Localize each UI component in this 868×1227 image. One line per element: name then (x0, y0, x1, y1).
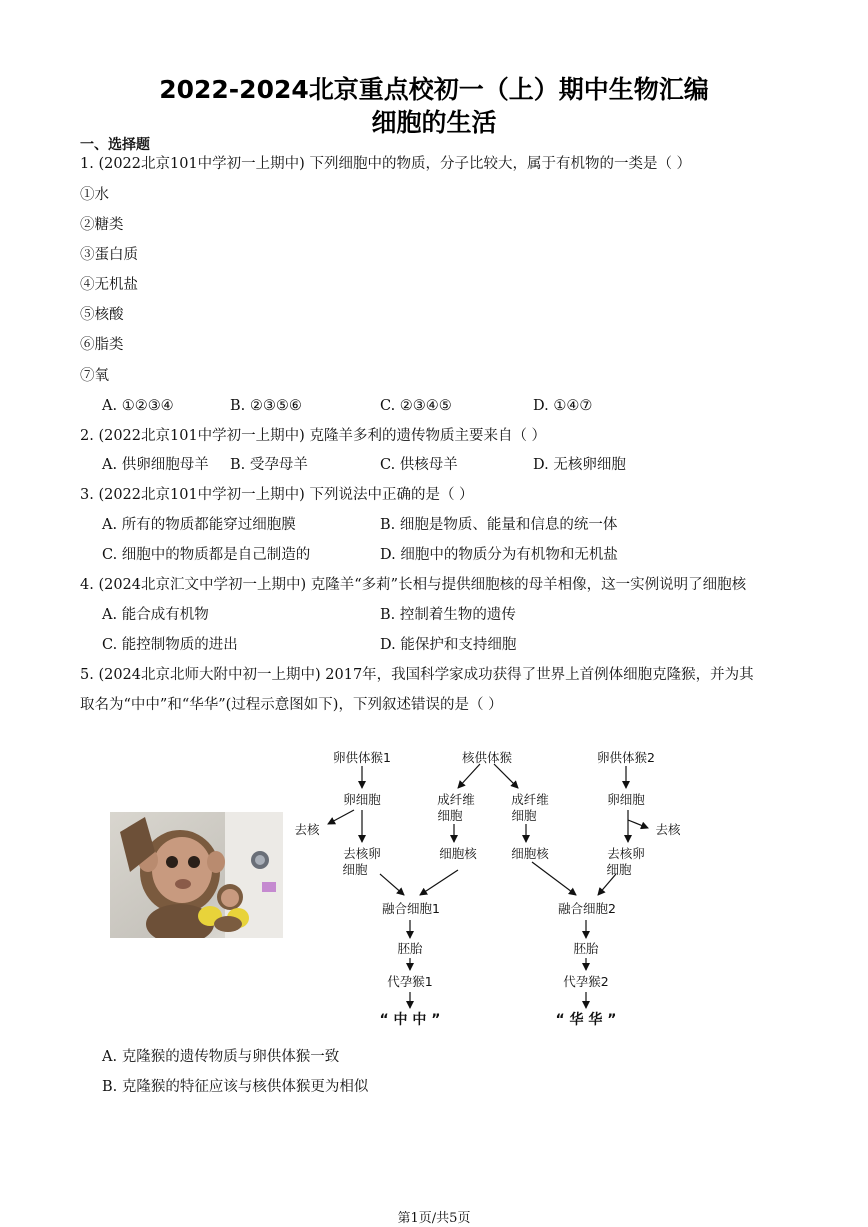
egg-cell-1-label: 卵细胞 (343, 792, 381, 807)
q1-stem: 1. (2022北京101中学初一上期中) 下列细胞中的物质，分子比较大，属于有机物的一类是（ ） (80, 156, 692, 172)
q2-option-a: A. 供卵细胞母羊 (102, 457, 209, 473)
q1-option-b: B. ②③⑤⑥ (230, 398, 302, 414)
q4-option-b: B. 控制着生物的遗传 (380, 607, 516, 623)
q4-option-c: C. 能控制物质的进出 (102, 637, 238, 653)
cell-nucleus-2-label: 细胞核 (511, 846, 549, 861)
enucleated-egg-2-line1: 去核卵 (607, 846, 645, 861)
q2-stem: 2. (2022北京101中学初一上期中) 克隆羊多利的遗传物质主要来自（ ） (80, 428, 547, 444)
q3-option-b: B. 细胞是物质、能量和信息的统一体 (380, 517, 618, 533)
q3-option-d: D. 细胞中的物质分为有机物和无机盐 (380, 547, 618, 563)
cell-nucleus-1-label: 细胞核 (439, 846, 477, 861)
q1-item: ⑥脂类 (80, 337, 124, 353)
fused-cell-2-label: 融合细胞2 (558, 901, 616, 916)
q1-option-c: C. ②③④⑤ (380, 398, 452, 414)
cloned-monkey-photo (110, 812, 283, 938)
clone-name-huahua: “ 华 华 ” (555, 1012, 617, 1028)
fused-cell-1-label: 融合细胞1 (382, 901, 440, 916)
remove-nucleus-1-label: 去核 (294, 822, 320, 837)
enucleated-egg-1-line2: 细胞 (342, 862, 368, 877)
cloning-flow-diagram (280, 742, 700, 1032)
q5-option-b: B. 克隆猴的特征应该与核供体猴更为相似 (102, 1079, 369, 1095)
q5-stem-line2: 取名为“中中”和“华华”(过程示意图如下)，下列叙述错误的是（ ） (80, 697, 503, 713)
egg-cell-2-label: 卵细胞 (607, 792, 645, 807)
q2-option-d: D. 无核卵细胞 (533, 457, 626, 473)
q1-item: ⑤核酸 (80, 307, 124, 323)
q1-item: ④无机盐 (80, 277, 138, 293)
q1-item: ⑦氧 (80, 368, 109, 384)
q4-option-a: A. 能合成有机物 (102, 607, 209, 623)
document-subtitle: 细胞的生活 (371, 108, 497, 137)
remove-nucleus-2-label: 去核 (655, 822, 681, 837)
document-title: 2022-2024北京重点校初一（上）期中生物汇编 (159, 75, 709, 104)
q5-option-a: A. 克隆猴的遗传物质与卵供体猴一致 (102, 1049, 340, 1065)
embryo-1-label: 胚胎 (397, 941, 423, 956)
q4-stem: 4. (2024北京汇文中学初一上期中) 克隆羊“多莉”长相与提供细胞核的母羊相像，这一实例说明了细胞核 (80, 577, 747, 593)
q5-stem-line1: 5. (2024北京北师大附中初一上期中) 2017年，我国科学家成功获得了世界上首例体细胞克隆猴，并为其 (80, 667, 754, 683)
q1-item: ③蛋白质 (80, 247, 138, 263)
q1-option-d: D. ①④⑦ (533, 398, 593, 414)
egg-donor-2-label: 卵供体猴2 (597, 750, 655, 765)
section-heading: 一、选择题 (80, 137, 150, 153)
surrogate-1-label: 代孕猴1 (387, 974, 433, 989)
fibroblast-1-label-line2: 细胞 (437, 808, 463, 823)
surrogate-2-label: 代孕猴2 (563, 974, 609, 989)
q2-option-b: B. 受孕母羊 (230, 457, 308, 473)
page-footer: 第1页/共5页 (397, 1211, 471, 1226)
nucleus-donor-label: 核供体猴 (461, 750, 513, 765)
q1-item: ①水 (80, 187, 109, 203)
clone-name-zhongzhong: “ 中 中 ” (379, 1012, 441, 1028)
egg-donor-1-label: 卵供体猴1 (333, 750, 391, 765)
q3-stem: 3. (2022北京101中学初一上期中) 下列说法中正确的是（ ） (80, 487, 474, 503)
fibroblast-1-label-line1: 成纤维 (437, 792, 475, 807)
q1-option-a: A. ①②③④ (102, 398, 174, 414)
q3-option-a: A. 所有的物质都能穿过细胞膜 (102, 517, 296, 533)
fibroblast-2-label-line1: 成纤维 (511, 792, 549, 807)
embryo-2-label: 胚胎 (573, 941, 599, 956)
enucleated-egg-1-line1: 去核卵 (343, 846, 381, 861)
q1-item: ②糖类 (80, 217, 124, 233)
q3-option-c: C. 细胞中的物质都是自己制造的 (102, 547, 311, 563)
fibroblast-2-label-line2: 细胞 (511, 808, 537, 823)
q2-option-c: C. 供核母羊 (380, 457, 458, 473)
enucleated-egg-2-line2: 细胞 (606, 862, 632, 877)
q4-option-d: D. 能保护和支持细胞 (380, 637, 517, 653)
